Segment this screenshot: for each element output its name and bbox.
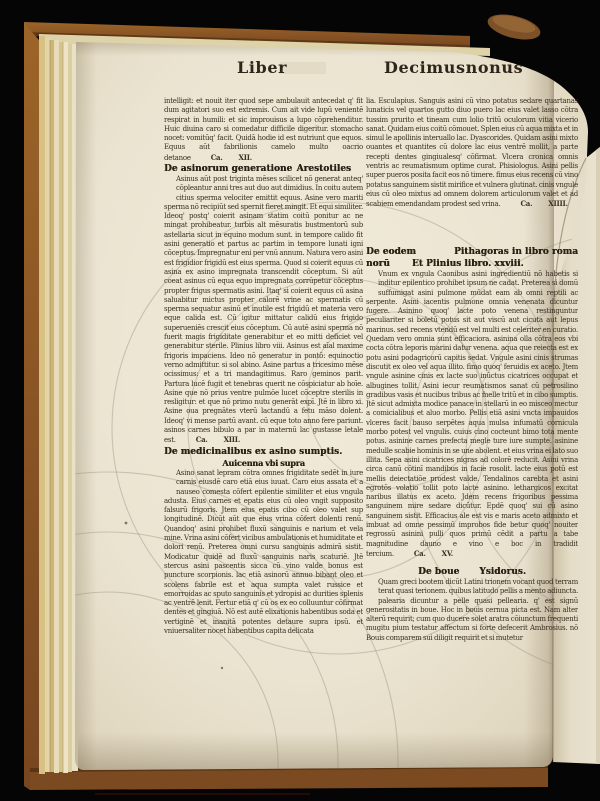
body-text: lia. Esculapius. Sanguis asini cū vino potatus sedare quartanas lunaticis vel quartos gutto diuo puero lac eius valet lasso cōtra tussim prurito et tineam cum lolio tritū oculorum vitia vicerio sanat. Quidam eius coitū cōmouet. Splen eius cū aqua mixta et in simul le apollinis interuallo lac. Dyascorides. Quidam asini mixto ouantes et quantites cū dolore lac eius ventrē mollit, a parte recepti dentes gingiualesq' cōfirmat. Vlcera cronica omnis ventris ac reumatismum optime curat. Phisiologus. Asini pellis super pueros posita facit eos nō timere. fimus eius recens cū vino potatus sanguinem sistit mirifice et vulnera glutinat. cinis vngule eius cū oleo mixtus ad omnem dolorem articulorum valet et ad scabiem emendandam prodest sed vrina. (366, 97, 578, 209)
chapter-13-authority: Auicenna vbi supra (222, 458, 305, 468)
chapter-13-heading-row (164, 446, 363, 458)
chapter-14-marker-number: XIIII. (548, 199, 568, 209)
initial-letter-space (366, 578, 378, 597)
running-header-right: Decimusnonus (384, 58, 524, 77)
chapter-12-heading-row (164, 163, 363, 175)
column-left (164, 97, 363, 653)
chapter-12-marker-label: Ca. (210, 152, 223, 162)
chapter-14-marker-label: Ca. (520, 199, 533, 209)
chapter-14-title: De eodem (366, 247, 416, 257)
body-text: intelligit: et nouit iter quod sepe ambulauit antecedat q' fit dum agitatori suo est extremis. Cum ait vide lupū venientē respirat in humili: et sic improuisus a lupo cōprehenditur. Huic diuina caro si comedatur difficile digeritur. stomacho nocet: vomitūq' facit. Quidā hodie id est nutriunt que equos. Equus aūt fabrilionis camelo multo oacrio detanoe (164, 97, 363, 162)
body-text: Vnum ex vngula Caonibus asini ingredientiū nō habetis si inditur epilentico prohibet ipsum ne cadat. Preterea si domū suffumigat asini pulmone mūdat eam ab omni reptili ac serpente. Asini iacentis pulmone omnia venenata dicuntur fugere. Asinino quoq' lacte poto venena restinguntur peculiariter si boletū potus sit aut viscū aut cicuta aut lepus marinus. sed recens vtendū est vel multi est celeriter en curatio. Quedam vero omnia sunt efficaciora. asinina olla cōtra eos vbi cocta cōtra leporis marini datur venena. aqua que reiecta est ex potu asini podagricorū capitis sedat. Vngule asini cinis strumas discutit ex oleo vel aqua illito. fimo quoq' feruidis ex aceto. Jtem vngule asinine cinis ex lacte suo inūctus cicatrices occupat et albugines tollit. Asini iecur reumatismos sanat cū petrosilino gradibus vasis et nucibus tribus ac melle tritū et in cibo sumptis. Jtē sicut admixta modice panace in stellarū in eo misceo mectur a comicialibus et aluo morbo. Pellis etiā asini vncta impauidos vlceres facit bauso serpētes aqua mulsa infumatū cornicula morbo potest vel vngulis. cuius cino cocteunt bimo tota mente potus. asinine carnes prefecta megle ture iure sumpte. asinine medulle scabie hominis in se une abolent. et eius vrina ei lato suo illita. Sepa asini cicatrices nigras ad colorē reducit. Asini vrina circa canū cōtinī mandibus in facie rosolit. lacte eius potū est mellis deiectatiōe prodest valde. Tendalinos carebta et asini egrotōs volatio tollit poto lacte asinino. lethargicos excitat naribus illatus ex aceto. Jdem recens frigoribus pessima sanguinem mire sedare dicūtur. Epdē quoq' sui cū asino sanguinem sistit. Efficacius ale est vis e maris aceto admixto et imbuat ad omne pessimū improbos fide betur quoq' nouiter regrossū asinini pulli quos primū cēdit a partu a tabe magnitudine dauno e vino e boc in tradidit tercium. (366, 270, 578, 558)
chapter-12-authority: Arestotiles (296, 164, 351, 174)
chapter-14-authority: Pithagoras in libro roma (454, 247, 578, 257)
chapter-12-marker-number: XII. (238, 152, 252, 162)
paragraph-ch11-end (164, 97, 363, 163)
initial-letter-space (164, 175, 176, 194)
chapter-12-title: De asinorum generatione (164, 164, 293, 174)
chapter-15-marker-label: Ca. (413, 548, 426, 558)
paragraph-ch13-continued (366, 97, 578, 246)
chapter-13-marker-number: XIII. (223, 435, 241, 445)
paragraph-ch15 (366, 578, 578, 666)
paragraph-ch14 (366, 270, 578, 566)
running-header-left: Liber (237, 58, 288, 77)
chapter-13-marker-label: Ca. (195, 435, 208, 445)
chapter-14-authority-cont-left: norū (366, 259, 390, 269)
chapter-15-heading-row (366, 566, 578, 578)
column-right (366, 97, 578, 666)
chapter-13-title: De medicinalibus ex asino sumptis. (164, 447, 343, 457)
chapter-14-heading-row (366, 246, 578, 258)
initial-letter-space (366, 270, 378, 289)
body-text: Asinus aūt post triginta mēses scilicet nō generat anteq' cōpleantur anni tres aut duo aut dimidius. In coitu autem citius sperma velociter emittit equus. Asine vero mariti sperma nō recipiūt sed spernit fieret mingit. Et equi similiter. Ideoq' postq' coierit asinam statim coitū ponitur ac ne mingat prohibeatur. turbis alt mēsuratis bustmentorū sub astellaria sicut in equino modum sunt. in tempore calido fit asini generatio et partus ac partim in tempore lunati igni cōceptus. Impregnatur eni per vnū annum. Natura vero asini est frigidior frigidū est eius sperma. Quod si coierit equus cū asina ex asino impregnata transcendit cōceptum. Si aūt coeat asinus cū equa equo impregnata corrūpetur cōceptus propter frigus spermatis asini. Itaq' si coierit equus cū asina saluabitur mictus propter calorē vrine ac spermatis cū sperma sequatur asinū et inutile est frigidū et materia vero eque calida est. Cū igitur mittatur calidū eius frigido superueniēs crescit eius cōceptum. Cū autē asini sperma nō fuerit magis frigiditate generabitur et eo mitti deficiet vel generabitur sterile. Plinius libro viii. Asinus est aīal maxime frigoris impaciens. Ideo nō generatur in pontō: equinoctio verno admittitur. si sol abino. Asine partus a tricesimo mēse ocissimus: et a tri mandagitimus. Raro geminos parit. Partura lucē fugit et tenebras querit ne cōspiciatur ab hoīe. Asine que nō prius ventre pulmōe lucet cōceptre sterilis in resligitur: et que nō primo nutu generāt expī. Jtē in libro xi. Asine oua pregnātes vterū lactandū a fetu māso dolent. Ideoq' vi mense partū avant. cū eque toto anno fere pariunt. asinos carnes bibulo a par in maternū lac gustasse letale est. (164, 175, 363, 445)
body-text: Quam greci bootem dicūt Latini trionem vocant quod terram terat quasi terionem. quibus latitudo pellis a mento adiuncta. palearia dicuntur a pelle quasi pellearia. q' est signū generositatis in boue. Hoc in bouis cernua picta est. Nam alter alterū requirit; cum quo ducere solet aratra cōiunctum frequenti mugitu pium testatur affectum si forte defecerit Ambrosius. nō Bouis comparem sui diligit requirit et si mutetur (366, 578, 578, 642)
initial-letter-space (164, 469, 176, 488)
paragraph-ch12 (164, 175, 363, 446)
chapter-15-marker-number: XV. (441, 548, 453, 558)
chapter-14-authority-cont: Et Plinius libro. xxviii. (411, 259, 524, 269)
paragraph-ch13 (164, 469, 363, 653)
chapter-14-heading-row-2 (366, 258, 578, 270)
chapter-15-authority: Ysidorus. (479, 567, 526, 577)
chapter-15-title: De boue (418, 567, 460, 577)
body-text: Asino sanat lepram cōtra omnes frigiditate sedēt in iure carnis eiusdē caro etiā eius iuuat. Caro eius assata et a nauseo comesta cōfert epilentie similiter et eius vngula adusta. Eius carnes et epatis eius cū oleo vngit supposito falsurū frigoris. Jtem eius epatis cibo cū oleo valet sup longitudinē. Dicūt aūt que eius vrina cōfert dolenti renū. Quandoq' asini prohibet fluxū sanguinis e narium et vela mine. Vrina asini cōfert vicibus ambulationis et humiditate et dolori renū. Preterea omni cursu sanguinis admirā sistit. Modicatur quidē ad fluxū sanguinis naris scaturiē. Jtē stercus asini pascentis sicca cū vino valde bonus est puncture scorpionis. lac etiā asinorū annuo bibant oleo et scolens fabrile est et aqua sumpta valet russice et emorroidas ac sputo sanguinis et ydropisi ac durities splenis ac ventrē lenit. Fertur etiā q' cū os ex eo colluuntur cōfirmat dentes et gingiuā. Nō est autē elixationis habentibus soda et vertiginē et inanitā potentes detaure supra ipsū. et vniuersaliter nocet habentibus capita delicata (164, 469, 363, 636)
